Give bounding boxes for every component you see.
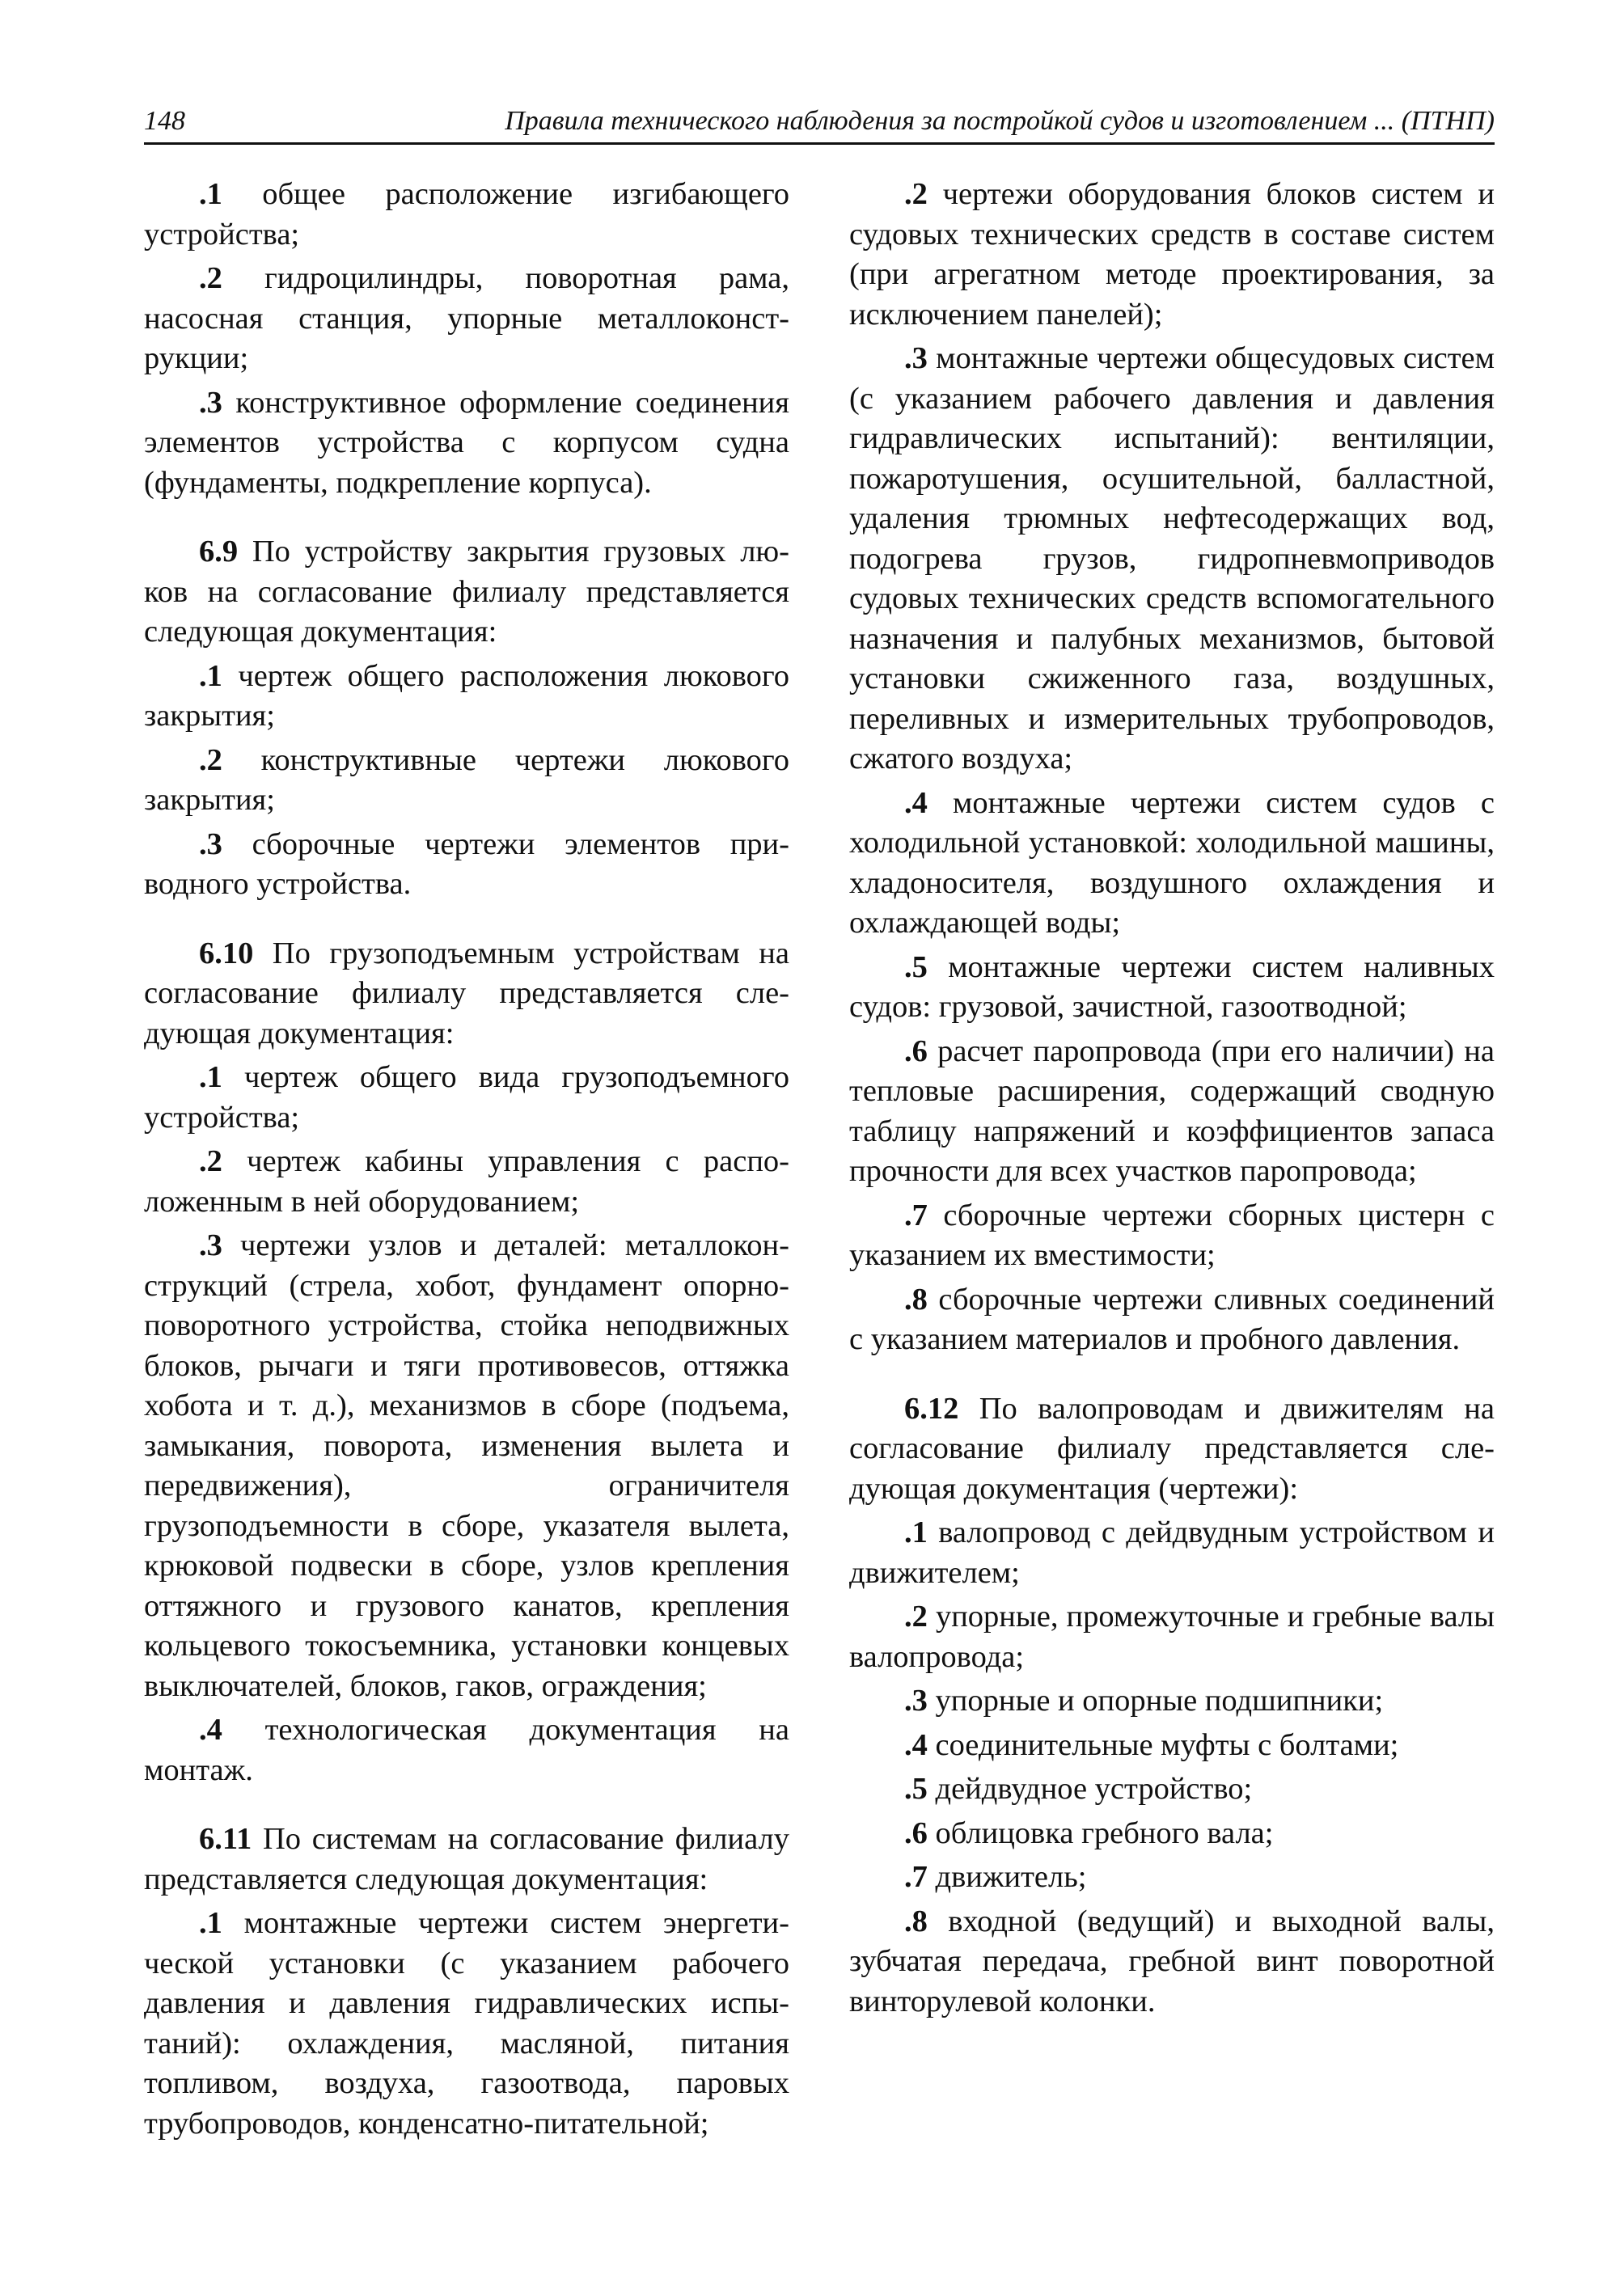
item-number: 6.11: [199, 1822, 252, 1856]
item-text: сборочные чертежи сборных цистерн с указанием их вместимости;: [849, 1198, 1495, 1272]
section-paragraph: [144, 532, 789, 653]
running-header: [144, 104, 1495, 145]
section-paragraph: [144, 1820, 789, 1900]
item-text: чертеж общего расположения люкового закрытия;: [144, 658, 789, 733]
item-text: монтажные чертежи систем энергетической установки (с указанием рабочего давления и давления гидравлических испытаний): охлаждения, масляной, питания топливом, воздуха, газоотвода, паровых трубопроводов, конденсатно-питательной;: [144, 1906, 789, 2141]
list-item: [849, 1032, 1495, 1192]
list-item: [849, 1769, 1495, 1810]
list-item: [144, 1710, 789, 1790]
item-number: .3: [904, 341, 928, 375]
item-text: технологическая документация на монтаж.: [144, 1713, 789, 1787]
list-item: [849, 1902, 1495, 2023]
item-number: .1: [199, 1906, 222, 1940]
list-item: [849, 1858, 1495, 1898]
item-text: По системам на согласование филиалу представляется следующая документация:: [144, 1822, 789, 1896]
list-item: [849, 1513, 1495, 1593]
item-text: монтажные чертежи систем наливных судов: грузовой, зачистной, газоотводной;: [849, 949, 1495, 1024]
list-item: [144, 741, 789, 821]
list-item: [144, 383, 789, 504]
item-number: .2: [199, 261, 222, 295]
item-text: По устройству закрытия грузовых люков на согласование филиалу представляется следующая документация:: [144, 535, 789, 649]
list-item: [849, 175, 1495, 335]
item-number: .8: [904, 1282, 928, 1317]
list-item: [144, 175, 789, 255]
item-text: движитель;: [927, 1860, 1087, 1894]
item-text: чертежи узлов и деталей: металлоконструкций (стрела, хобот, фундамент опорно-поворотного устройства, стойка неподвижных блоков, рычаги и тяги противовесов, оттяжка хобота и т. д.), механизмов в сборе (подъема, замыкания, поворота, изменения вылета и передвижения), ограничителя грузоподъемности в сборе, указателя вылета, крюковой подвески в сборе, узлов крепления оттяжного и грузового канатов, крепления кольцевого токосъемника, установки концевых выключателей, блоков, гаков, ограждения;: [144, 1228, 789, 1703]
left-column: [144, 175, 789, 2148]
section-paragraph: [144, 934, 789, 1055]
item-number: .6: [904, 1815, 928, 1850]
item-number: .2: [904, 1600, 928, 1634]
list-item: [849, 1814, 1495, 1854]
item-number: 6.12: [904, 1391, 959, 1426]
item-text: общее расположение изгибающего устройства;: [144, 177, 789, 252]
item-number: .2: [199, 1144, 222, 1178]
item-text: монтажные чертежи общесудовых систем (с указанием рабочего давления и давления гидравлических испытаний): вентиляции, пожаротушения, осушительной, балластной, удаления трюмных нефтесодержащих вод, подогрева грузов, гидропневмоприводов судовых технических средств вспомогательного назначения и палубных механизмов, бытовой установки сжиженного газа, воздушных, переливных и измерительных трубопроводов, сжатого воздуха;: [849, 341, 1495, 776]
list-item: [144, 1058, 789, 1138]
list-item: [849, 1280, 1495, 1360]
list-item: [849, 784, 1495, 944]
item-number: .7: [904, 1860, 928, 1894]
item-number: 6.10: [199, 936, 254, 970]
right-column: [849, 175, 1495, 2026]
list-item: [144, 1142, 789, 1222]
item-number: .1: [199, 177, 222, 211]
item-number: .5: [904, 1772, 928, 1806]
item-text: сборочные чертежи элементов приводного устройства.: [144, 826, 789, 901]
list-item: [849, 1196, 1495, 1276]
list-item: [144, 825, 789, 905]
list-item: [144, 259, 789, 379]
list-item: [849, 1726, 1495, 1766]
item-number: .5: [904, 949, 928, 984]
item-text: По грузоподъемным устройствам на согласование филиалу представляется следующая документация:: [144, 936, 789, 1050]
list-item: [849, 339, 1495, 780]
running-title: Правила технического наблюдения за постройкой судов и изготовлением ... (ПТНП): [505, 106, 1495, 136]
item-text: конструктивные чертежи люкового закрытия;: [144, 742, 789, 817]
item-text: конструктивное оформление соединения элементов устройства с корпусом судна (фундаменты, подкрепление корпуса).: [144, 385, 789, 500]
list-item: [849, 1597, 1495, 1677]
item-text: чертежи оборудования блоков систем и судовых технических средств в составе систем (при агрегатном методе проектирования, за исключением панелей);: [849, 177, 1495, 332]
item-number: .1: [199, 1060, 222, 1094]
item-text: монтажные чертежи систем судов с холодильной установкой: холодильной машины, хладоносителя, воздушного охлаждения и охлаждающей воды;: [849, 785, 1495, 940]
item-number: .3: [199, 385, 222, 420]
item-number: 6.9: [199, 535, 239, 569]
item-number: .1: [904, 1515, 928, 1549]
list-item: [144, 1904, 789, 2144]
item-text: чертеж кабины управления с расположенным в ней оборудованием;: [144, 1144, 789, 1219]
item-text: облицовка гребного вала;: [927, 1815, 1274, 1850]
item-text: гидроцилиндры, поворотная рама, насосная станция, упорные металлоконструкции;: [144, 261, 789, 375]
item-text: валопровод с дейдвудным устройством и движителем;: [849, 1515, 1495, 1590]
item-number: .7: [904, 1198, 928, 1232]
item-text: дейдвудное устройство;: [927, 1772, 1253, 1806]
item-number: .3: [904, 1684, 928, 1718]
item-number: .3: [199, 826, 222, 861]
item-number: .6: [904, 1033, 928, 1068]
item-text: расчет паропровода (при его наличии) на тепловые расширения, содержащий сводную таблицу напряжений и коэффициентов запаса прочности для всех участков паропровода;: [849, 1033, 1495, 1188]
item-number: .2: [904, 177, 928, 211]
item-number: .1: [199, 658, 222, 693]
item-text: входной (ведущий) и выходной валы, зубчатая передача, гребной винт поворотной винторулевой колонки.: [849, 1904, 1495, 2018]
page-number: 148: [144, 106, 185, 136]
item-text: упорные и опорные подшипники;: [927, 1684, 1384, 1718]
list-item: [849, 948, 1495, 1028]
item-text: соединительные муфты с болтами;: [927, 1727, 1399, 1762]
item-number: .4: [199, 1713, 222, 1747]
item-number: .4: [904, 785, 928, 820]
item-text: упорные, промежуточные и гребные валы валопровода;: [849, 1600, 1495, 1674]
item-text: чертеж общего вида грузоподъемного устройства;: [144, 1060, 789, 1135]
section-paragraph: [849, 1389, 1495, 1510]
list-item: [144, 657, 789, 737]
item-number: .3: [199, 1228, 222, 1262]
list-item: [849, 1681, 1495, 1722]
item-number: .8: [904, 1904, 928, 1938]
list-item: [144, 1226, 789, 1706]
item-number: .2: [199, 742, 222, 777]
item-number: .4: [904, 1727, 928, 1762]
item-text: сборочные чертежи сливных соединений с указанием материалов и пробного давления.: [849, 1282, 1495, 1356]
item-text: По валопроводам и движителям на согласование филиалу представляется следующая документация (чертежи):: [849, 1391, 1495, 1506]
